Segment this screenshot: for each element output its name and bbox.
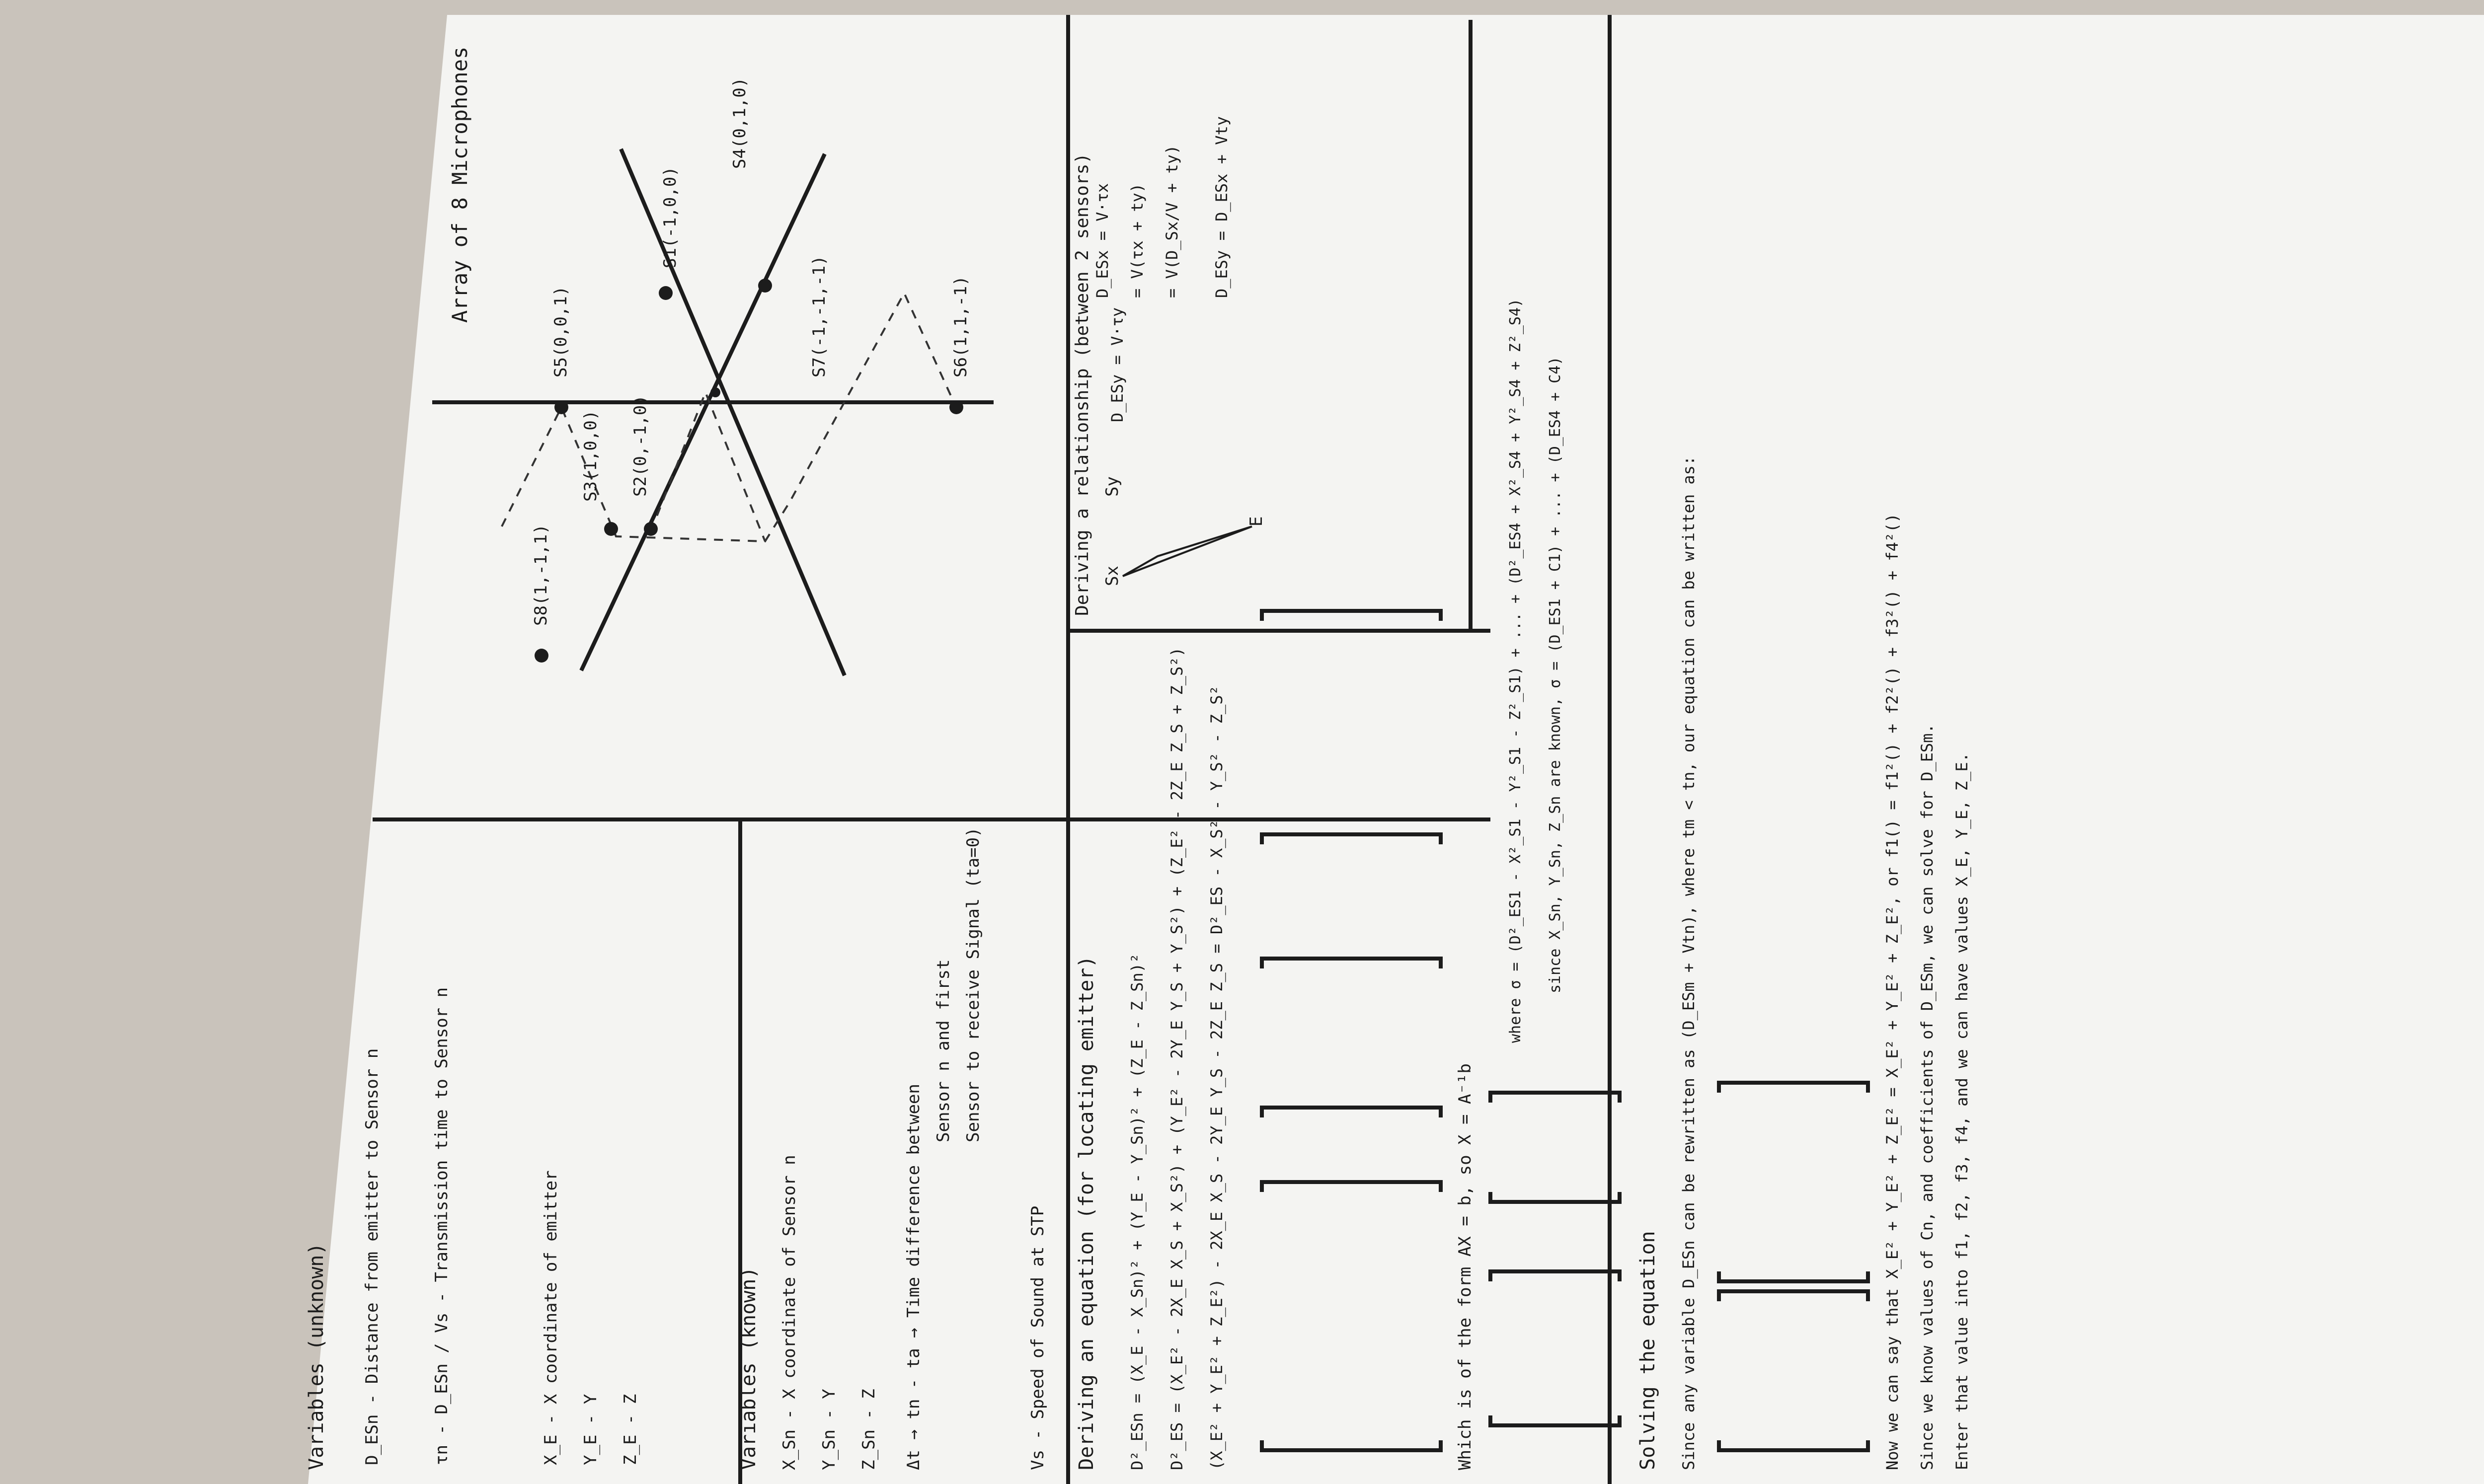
- sensor-point: [644, 522, 658, 536]
- sensor-point: [949, 400, 963, 414]
- knowns-line-6: Vs - Speed of Sound at STP: [1028, 1205, 1048, 1470]
- unknowns-line-4: Z_E - Z: [621, 1394, 640, 1465]
- rel-eq-0: D_ESx = V·τx: [1093, 183, 1112, 298]
- rel-eq-2: = V(τx + ty): [1128, 183, 1147, 298]
- label-sy: Sy: [1102, 476, 1122, 497]
- unknowns-heading: Variables (unknown): [305, 1243, 328, 1470]
- sensor-label-s5: S5(0,0,1): [551, 286, 571, 377]
- knowns-line-1: Y_Sn - Y: [819, 1389, 839, 1470]
- unknowns-line-3: Y_E - Y: [581, 1394, 601, 1465]
- derivation-line-0: D²_ESn = (X_E - X_Sn)² + (Y_E - Y_Sn)² + (Z_E - Z_Sn)²: [1128, 953, 1147, 1470]
- sensor-point: [535, 649, 548, 663]
- sensor-point: [604, 522, 618, 536]
- sensor-label-s3: S3(1,0,0): [581, 410, 601, 502]
- derivation-line-1: D²_ES = (X_E² - 2X_E X_S + X_S²) + (Y_E² - 2Y_E Y_S + Y_S²) + (Z_E² - 2Z_E Z_S + Z_S²): [1167, 647, 1186, 1470]
- paper-sheet: [308, 15, 2484, 1484]
- knowns-line-2: Z_Sn - Z: [859, 1389, 879, 1470]
- unknowns-line-1: τn - D_ESn / Vs - Transmission time to Sensor n: [432, 987, 452, 1465]
- label-e: E: [1246, 516, 1266, 526]
- rel-eq-1: D_ESy = V·τy: [1108, 307, 1127, 422]
- relationship-heading: Deriving a relationship (between 2 sensors): [1072, 153, 1092, 616]
- sensor-label-s8: S8(1,-1,1): [531, 524, 551, 626]
- sensor-label-s7: S7(-1,-1,-1): [809, 255, 829, 377]
- sensor-label-s2: S2(0,-1,0): [630, 395, 650, 497]
- knowns-line-0: X_Sn - X coordinate of Sensor n: [779, 1155, 799, 1470]
- solving-line-1: Now we can say that X_E² + Y_E² + Z_E² = X_E² + Y_E² + Z_E², or f1() = f1²() + f2²() + f3²() + f4²(): [1883, 513, 1902, 1470]
- solving-line-0: Since any variable D_ESn can be rewritten as (D_ESm + Vtn), where tm < tn, our equation can be written as:: [1679, 455, 1698, 1470]
- sensor-point: [758, 279, 772, 293]
- knowns-heading: Variables (known): [737, 1266, 760, 1470]
- derivation-line-3: Which is of the form AX = b, so X = A⁻¹b: [1455, 1063, 1475, 1470]
- derivation-heading: Deriving an equation (for locating emitter): [1075, 956, 1098, 1470]
- knowns-line-5: Sensor to receive Signal (ta=0): [963, 827, 983, 1142]
- derivation-line-2: (X_E² + Y_E² + Z_E²) - 2X_E X_S - 2Y_E Y_S - 2Z_E Z_S = D²_ES - X_S² - Y_S² - Z_S²: [1207, 685, 1226, 1470]
- sensor-label-s1: S1(-1,0,0): [660, 166, 680, 268]
- rel-eq-4: D_ESy = D_ESx + Vty: [1212, 116, 1231, 298]
- sensor-point: [710, 387, 720, 397]
- diagram-title: Array of 8 Microphones: [448, 46, 472, 323]
- sensor-point: [554, 400, 568, 414]
- unknowns-line-0: D_ESn - Distance from emitter to Sensor n: [362, 1048, 382, 1465]
- sensor-label-s6: S6(1,1,-1): [951, 276, 971, 377]
- solving-line-2: Since we know values of Cn, and coefficients of D_ESm, we can solve for D_ESm.: [1918, 724, 1937, 1470]
- knowns-line-4: Sensor n and first: [933, 959, 953, 1142]
- label-sx: Sx: [1102, 566, 1122, 586]
- knowns-line-3: Δt → tn - ta → Time difference between: [904, 1084, 924, 1470]
- solving-heading: Solving the equation: [1636, 1231, 1659, 1470]
- sensor-label-s4: S4(0,1,0): [730, 77, 750, 169]
- sensor-point: [659, 286, 673, 300]
- derivation-line-4: where σ = (D²_ES1 - X²_S1 - Y²_S1 - Z²_S1) + ... + (D²_ES4 + X²_S4 + Y²_S4 + Z²_S4): [1507, 298, 1524, 1043]
- solving-line-3: Enter that value into f1, f2, f3, f4, and we can have values X_E, Y_E, Z_E.: [1952, 752, 1971, 1470]
- derivation-line-5: since X_Sn, Y_Sn, Z_Sn are known, σ = (D_ES1 + C1) + ... + (D_ES4 + C4): [1547, 356, 1564, 993]
- unknowns-line-2: X_E - X coordinate of emitter: [541, 1170, 561, 1465]
- rel-eq-3: = V(D_Sx/V + ty): [1163, 145, 1181, 298]
